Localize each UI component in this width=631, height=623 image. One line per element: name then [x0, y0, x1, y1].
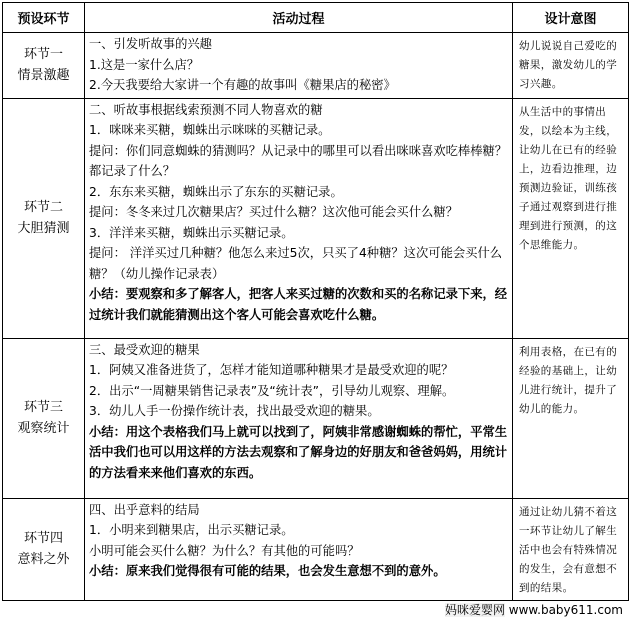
- stage-label: 大胆猜测: [17, 221, 70, 236]
- activity-line: 3．幼儿人手一份操作统计表，找出最受欢迎的糖果。: [89, 404, 380, 418]
- activity-line: 2．出示“一周糖果销售记录表”及“统计表”，引导幼儿观察、理解。: [89, 383, 455, 398]
- stage-cell: [3, 33, 85, 99]
- summary-text: 小结：用这个表格我们马上就可以找到了，阿姨非常感谢蜘蛛的帮忙，平常生活中我们也可以用这样的方法去观察和了解身边的好朋友和爸爸妈妈，用统计的方法看来来他们喜欢的东西。: [89, 424, 508, 480]
- activity-line: 提问：冬冬来过几次糖果店？买过什么糖？这次他可能会买什么糖？: [89, 205, 458, 219]
- header-activity: 活动过程: [85, 3, 513, 33]
- activity-line: 四、出乎意料的结局: [89, 502, 200, 517]
- stage-label: 环节二: [23, 200, 63, 215]
- header-row: [3, 3, 629, 33]
- intent-cell: [513, 98, 629, 338]
- summary-text: 小结：原来我们觉得很有可能的结果，也会发生意想不到的意外。: [89, 564, 446, 578]
- activity-line: 2．东东来买糖，蜘蛛出示了东东的买糖记录。: [89, 184, 343, 199]
- activity-line: 1．阿姨又准备进货了，怎样才能知道哪种糖果才是最受欢迎的呢？: [89, 363, 454, 377]
- stage-cell: [3, 338, 85, 498]
- activity-line: 1.这是一家什么店？: [89, 57, 200, 72]
- stage-label: 环节一: [23, 47, 63, 63]
- footer-brand: 妈咪爱婴网: [444, 603, 505, 617]
- table-row: [3, 33, 629, 99]
- table-row: [3, 98, 629, 338]
- activity-cell: [85, 98, 513, 338]
- stage-label: 意料之外: [17, 552, 70, 567]
- summary-text: 小结：要观察和多了解客人，把客人来买过糖的次数和买的名称记录下来，经过统计我们就能猜测出这个客人可能会喜欢吃什么糖。: [89, 287, 508, 322]
- stage-label: 情景激趣: [17, 68, 70, 84]
- intent-text: 利用表格，在已有的经验的基础上，让幼儿进行统计，提升了幼儿的能力。: [519, 345, 618, 415]
- footer-watermark: [445, 601, 623, 618]
- table-row: [3, 338, 629, 498]
- activity-line: 提问：你们同意蜘蛛的猜测吗？从记录中的哪里可以看出咪咪喜欢吃棒棒糖？都记录了什么？: [89, 143, 508, 178]
- footer-url: www.baby611.com: [508, 603, 623, 617]
- activity-line: 三、最受欢迎的糖果: [89, 342, 200, 357]
- stage-cell: [3, 498, 85, 600]
- intent-text: 从生活中的事情出发，以绘本为主线，让幼儿在已有的经验上，边看边推理，边预测边验证，训练孩子通过观察到进行推理到进行预测，的这个思维能力。: [519, 105, 618, 251]
- table-row: [3, 498, 629, 600]
- activity-line: 3．洋洋来买糖，蜘蛛出示买糖记录。: [89, 225, 294, 240]
- activity-line: 1．咪咪来买糖，蜘蛛出示咪咪的买糖记录。: [89, 123, 331, 137]
- intent-text: 幼儿说说自己爱吃的糖果，激发幼儿的学习兴趣。: [519, 40, 618, 90]
- stage-label: 环节四: [23, 531, 63, 546]
- stage-label: 环节三: [23, 400, 63, 415]
- activity-line: 2.今天我要给大家讲一个有趣的故事叫《糖果店的秘密》: [89, 78, 396, 92]
- activity-line: 二、听故事根据线索预测不同人物喜欢的糖: [89, 102, 323, 117]
- activity-cell: [85, 498, 513, 600]
- stage-label: 观察统计: [17, 421, 70, 436]
- activity-line: 小明可能会买什么糖？为什么？有其他的可能吗？: [89, 543, 360, 558]
- activity-cell: [85, 33, 513, 99]
- intent-cell: [513, 338, 629, 498]
- activity-line: 1．小明来到糖果店，出示买糖记录。: [89, 523, 294, 537]
- activity-line: 提问： 洋洋买过几种糖？他怎么来过5次，只买了4种糖？这次可能会买什么糖？（幼儿操作记录表）: [89, 246, 503, 281]
- lesson-plan-table: [2, 2, 629, 601]
- stage-cell: [3, 98, 85, 338]
- header-intent: 设计意图: [513, 3, 629, 33]
- intent-cell: [513, 33, 629, 99]
- intent-text: 通过让幼儿猜不着这一环节让幼儿了解生活中也会有特殊情况的发生，会有意想不到的结果。: [519, 505, 618, 594]
- header-stage: 预设环节: [3, 3, 85, 33]
- intent-cell: [513, 498, 629, 600]
- activity-cell: [85, 338, 513, 498]
- activity-line: 一、引发听故事的兴趣: [89, 37, 212, 51]
